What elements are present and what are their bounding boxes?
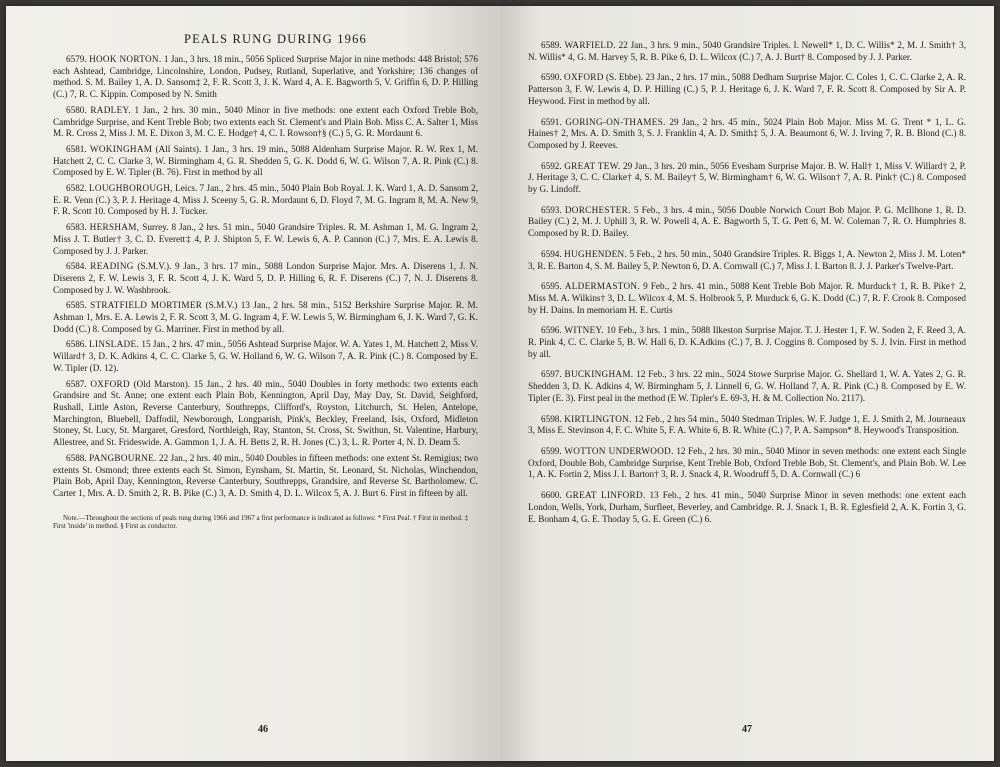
peal-details: 12 Feb., 3 hrs. 22 min., 5024 Stowe Surprise Major. G. Shellard 1, W. A. Yates 2, G. R. Shedden 3, D. K. Adkins 4, W. Birmingham 5, J. Linnell 6, G. W. Holland 7, A. R. Pink (C.) 8. Composed by E. W. Tipler (E. 3). First peal in the method (E W. Tipler's E. 69-3, H. & M. Collection No. 2117).	[528, 369, 967, 403]
peal-number: 6600.	[541, 490, 562, 501]
peal-number: 6580.	[66, 104, 87, 115]
peal-number: 6589.	[541, 40, 562, 50]
peal-number: 6590.	[541, 72, 562, 83]
peal-details: Leics. 7 Jan., 2 hrs. 45 min., 5040 Plain Bob Royal. J. K. Ward 1, A. D. Sansom 2, E. R. Venn (C.) 3, P. J. Heritage 4, Miss J. Sceeny 5, G. R. Mordaunt 6, D. Floyd 7, M. G. Ingram 8, M. A. New 9, F. R. Scott 10. Composed by H. J. Tucker.	[53, 183, 479, 217]
peal-details: 29 Jan., 2 hrs. 45 min., 5024 Plain Bob Major. Miss M. G. Trent * 1, L. G. Haines† 2, Mrs. A. D. Smith 3, S. J. Franklin 4, A. D. Smith‡ 5, J. A. Beaumont 6, W. J. Irving 7, R. B. Blond (C.) 8. Composed by J. Reeves.	[528, 116, 967, 150]
peal-place: HUGHENDEN.	[564, 248, 628, 259]
peal-details: 12 Feb., 2 hrs. 30 min., 5040 Minor in seven methods: one extent each Single Oxford, Double Bob, Cambridge Surprise, Kent Treble Bob, Oxford Treble Bob, St. Clement's, and Plain Bob. W. Lee 1, A. K. Fortin 2, Miss J. I. Barton† 3, R. J. Snack 4, R. Woodruff 5, D. A. Cornwall (C.) 6	[528, 445, 967, 480]
peal-details: 10 Feb., 3 hrs. 1 min., 5088 Ilkeston Surprise Major. T. J. Hester 1, F. W. Soden 2, F. Reed 3, A. R. Pink 4, C. C. Clarke 5, B. W. Hall 6, D. K.Adkins (C.) 7, B. J. Coggins 8. Composed by S. J. Ivin. First in method by all.	[528, 325, 967, 359]
book-spread	[6, 6, 994, 761]
peal-entry	[528, 117, 966, 152]
peal-entry	[528, 414, 966, 437]
peal-number: 6592.	[541, 160, 562, 171]
peal-number: 6582.	[66, 183, 87, 194]
footnote: Note.—Throughout the sections of peals rung during 1966 and 1967 a first performance is indicated as follows: * First Peal. † First in method. ‡ First 'inside' in method. § First as conductor.	[53, 513, 468, 531]
peal-entry	[528, 249, 966, 272]
peal-place: RADLEY.	[90, 104, 131, 115]
peal-details: Surrey. 8 Jan., 2 hrs. 51 min., 5040 Grandsire Triples. R. M. Ashman 1, M. G. Ingram 2, Miss J. T. Butler† 3, C. D. Everett‡ 4, P. J. Shipton 5, F. W. Lewis 6, A. P. Cannon (C.) 7, Mrs. E. A. Lewis 8. Composed by J. J. Parker.	[53, 222, 479, 256]
peal-entry	[528, 325, 966, 360]
peal-entry	[528, 490, 966, 525]
peal-place: WITNEY.	[564, 325, 604, 336]
peal-list-right	[528, 40, 966, 525]
peal-number: 6579.	[66, 54, 87, 64]
peal-entry	[53, 339, 478, 374]
peal-place: OXFORD	[90, 378, 130, 389]
peal-details: (S. Ebbe). 23 Jan., 2 hrs. 17 min., 5088 Dedham Surprise Major. C. Coles 1, C. C. Clarke 2, A. R. Patterson 3, F. W. Lewis 4, D. P. Hilling (C.) 5, P. J. Heritage 6, J. K. Ward 7, F. R. Scott 8. Composed by Sir A. P. Heywood. First in method by all.	[528, 72, 967, 106]
peal-entry	[53, 261, 478, 296]
peal-number: 6598.	[541, 413, 562, 424]
peal-details: (S.M.V.) 13 Jan., 2 hrs. 58 min., 5152 Berkshire Surprise Major. R. M. Ashman 1, Mrs. E. A. Lewis 2, F. R. Scott 3, M. G. Ingram 4, F. W. Lewis 5, W. Birmingham 6, J. K. Ward 7, G. K. Dodd (C.) 8. Composed by G. Marriner. First in method by all.	[53, 300, 479, 334]
peal-number: 6597.	[541, 369, 562, 380]
peal-entry	[528, 369, 966, 404]
peal-place: LOUGHBOROUGH,	[89, 183, 173, 194]
peal-details: (Old Marston). 15 Jan., 2 hrs. 40 min., 5040 Doubles in forty methods: two extents each Grandsire and St. Anne; one extent each Plain Bob, Kennington, April Day, May Day, St. David, Seighford, Rushall, Little Aston, Reverse Canterbury, Southrepps, Clifford's, Royston, Litchurch, St. Helen, Antelope, Marchington, Bluebell, Daffodil, Newborough, Longparish, Pink's, Beckley, Freeland, Isis, Oxford, Midleton Stoney, St. Lucy, St. Margaret, Gresford, Northleigh, Ray, Stanton, St. Cross, St. Swithun, St. Valentine, Harbury, Allestree, and St. Frideswide. A. Gammon 1, J. A. H. Betts 2, R. H. Jones (C.) 3, L. R. Porter 4, N. D. Deam 5.	[53, 378, 478, 448]
peal-number: 6583.	[66, 222, 87, 233]
peal-details: 1 Jan., 2 hrs. 30 min., 5040 Minor in five methods: one extent each Oxford Treble Bob, Cambridge Surprise, and Kent Treble Bob; two extents each St. Clement's and Plain Bob. Miss C. A. Salter 1, Miss M. R. Cross 2, Miss J. M. E. Dixon 3, M. C. E. Hodge† 4, C. I. Rowson†§ (C.) 5, G. R. Mordaunt 6.	[53, 104, 479, 139]
peal-place: STRATFIELD MORTIMER	[90, 300, 203, 311]
peal-place: HOOK NORTON.	[89, 54, 162, 64]
peal-number: 6584.	[66, 261, 87, 272]
peal-place: OXFORD	[564, 72, 604, 83]
peal-number: 6593.	[541, 204, 562, 215]
peal-place: WARFIELD.	[564, 40, 616, 50]
peal-entry	[53, 183, 478, 218]
peal-place: GREAT LINFORD.	[565, 490, 646, 501]
peal-details: (All Saints). 1 Jan., 3 hrs. 19 min., 5088 Aldenham Surprise Major. R. W. Rex 1, M. Hatchett 2, C. C. Clarke 3, W. Birmingham 4, G. R. Shedden 5, G. K. Dodd 6, W. G. Wilson 7, A. R. Pink (C.) 8. Composed by E. W. Tipler (B. 76). First in method by all	[53, 143, 479, 178]
peal-entry	[528, 281, 966, 316]
page-number-right: 47	[742, 724, 752, 735]
peal-entry	[53, 54, 478, 101]
peal-number: 6588.	[66, 452, 87, 463]
peal-place: ALDERMASTON.	[564, 281, 640, 292]
peal-place: GREAT TEW.	[564, 160, 621, 171]
peal-place: BUCKINGHAM.	[564, 369, 634, 380]
peal-details: 5 Feb., 2 hrs. 50 min., 5040 Grandsire Triples. R. Biggs 1, A. Newton 2, Miss J. M. Loten* 3, R. E. Barton 4, S. M. Bailey 5, P. Newton 6, D. A. Cornwall (C.) 7, Miss J. I. Barton 8. J. J. Parker's Twelve-Part.	[528, 248, 966, 271]
peal-place: DORCHESTER.	[564, 204, 631, 215]
peal-details: 13 Feb., 2 hrs. 41 min., 5040 Surprise Minor in seven methods: one extent each London, Wells, York, Durham, Surfleet, Beverley, and Cambridge. R. J. Snack 1, B. R. Eglesfield 2, A. K. Fortin 3, G. E. Bonham 4, G. E. Thoday 5, G. E. Green (C.) 6.	[528, 490, 967, 524]
peal-number: 6585.	[66, 300, 87, 311]
peal-entry	[53, 222, 478, 257]
peal-place: WOTTON UNDERWOOD.	[564, 445, 674, 456]
peal-number: 6599.	[541, 445, 562, 456]
peal-place: GORING-ON-THAMES.	[565, 116, 666, 127]
peal-number: 6586.	[66, 339, 87, 350]
peal-details: 29 Jan., 3 hrs. 20 min., 5056 Evesham Surprise Major. B. W. Hall† 1, Miss V. Willard† 2, P. J. Heritage 3, C. C. Clarke† 4, S. M. Bailey† 5, W. Birmingham† 6, W. G. Wilson† 7, A. R. Pink† (C.) 8. Composed by G. Lindoff.	[528, 160, 967, 195]
page-number-left: 46	[258, 724, 268, 735]
right-page	[500, 6, 994, 761]
peal-number: 6596.	[541, 325, 562, 336]
peal-details: 1 Jan., 3 hrs. 18 min., 5056 Spliced Surprise Major in nine methods: 448 Bristol; 576 each Ashtead, Cambridge, Lincolnshire, London, Pudsey, Rutland, Superlative, and Yorkshire; 136 changes of method. S. M. Bailey 1, A. D. Sansom‡ 2, F. R. Scott 3, J. K. Ward 4, A. E. Bagworth 5, V. Griffin 6, D. P. Hilling (C.) 7, R. C. Kippin. Composed by N. Smith	[53, 54, 479, 100]
left-page	[6, 6, 500, 761]
peal-entry	[53, 379, 478, 449]
peal-entry	[53, 300, 478, 335]
peal-details: 9 Feb., 2 hrs. 41 min., 5088 Kent Treble Bob Major. R. Murduck† 1, R. B. Pike† 2, Miss M. A. Wilkins† 3, D. L. Wilcox 4, M. S. Holbrook 5, P. Murduck 6, G. K. Dodd (C.) 7, R. F. Crook 8. Composed by H. Dains. In memoriam H. E. Curtis	[528, 281, 967, 315]
peal-place: WOKINGHAM	[89, 143, 153, 154]
peal-details: 5 Feb., 3 hrs. 4 min., 5056 Double Norwich Court Bob Major. P. G. McIlhone 1, R. D. Bailey (C.) 2, M. J. Uphill 3, R. W. Powell 4, A. E. Bagworth 5, T. G. Pett 6, M. W. Coleman 7, R. O. Humphries 8. Composed by R. D. Bailey.	[528, 204, 966, 239]
peal-entry	[528, 161, 966, 196]
peal-number: 6581.	[66, 143, 87, 154]
peal-details: 15 Jan., 2 hrs. 47 min., 5056 Ashtead Surprise Major. W. A. Yates 1, M. Hatchett 2, Miss V. Willard† 3, D. K. Adkins 4, C. C. Clarke 5, G. W. Holland 6, W. G. Wilson 7, A. R. Pink (C.) 8. Composed by E. W. Tipler (D. 12).	[53, 339, 478, 373]
peal-place: KIRTLINGTON.	[564, 413, 632, 424]
peal-number: 6591.	[541, 116, 562, 127]
peal-details: (S.M.V.). 9 Jan., 3 hrs. 17 min., 5088 London Surprise Major. Mrs. A. Diserens 1, J. N. Diserens 2, F. W. Lewis 3, F. R. Scott 4, J. K. Ward 5, D. P. Hilling 6, R. F. Diserens (C.) 7, N. J. Diserens 8. Composed by J. W. Washbrook.	[53, 261, 479, 295]
peal-entry	[53, 105, 478, 140]
page-heading: PEALS RUNG DURING 1966	[183, 32, 367, 46]
peal-number: 6595.	[541, 281, 562, 292]
peal-number: 6587.	[66, 378, 87, 389]
peal-list-left	[53, 54, 478, 500]
peal-place: HERSHAM,	[89, 222, 140, 233]
peal-entry	[528, 40, 966, 63]
peal-entry	[53, 144, 478, 179]
peal-entry	[528, 205, 966, 240]
peal-entry	[53, 453, 478, 500]
peal-place: PANGBOURNE.	[89, 452, 157, 463]
peal-details: 22 Jan., 2 hrs. 40 min., 5040 Doubles in fifteen methods: one extent St. Remigius; two extents St. Osmond; three extents each St. Simon, Eynsham, St. Martin, St. Leonard, St. Nicholas, Winchendon, Plain Bob, April Day, Kennington, Reverse Canterbury, Southrepps, Grandsire, and Reverse St. Bartholomew. C. Carter 1, Mrs. A. D. Smith 2, R. B. Pike (C.) 3, A. D. Smith 4, D. L. Wilcox 5, A. J. Burt 6. First in fifteen by all.	[53, 452, 479, 498]
peal-place: READING	[90, 261, 134, 272]
peal-number: 6594.	[541, 248, 562, 259]
peal-place: LINSLADE.	[89, 339, 139, 350]
peal-entry	[528, 72, 966, 107]
peal-entry	[528, 446, 966, 481]
peal-details: 12 Feb., 2 hrs 54 min., 5040 Stedman Triples. W. F. Judge 1, E. J. Smith 2, M. Journeaux 3, Miss E. Stevinson 4, F. C. White 5, F. A. White 6, B. R. White (C.) 7, P. A. Sampson* 8. Heywood's Transposition.	[528, 413, 967, 436]
peal-details: 22 Jan., 3 hrs. 9 min., 5040 Grandsire Triples. I. Newell* 1, D. C. Willis* 2, M. J. Smith† 3, N. Willis* 4, G. M. Harvey 5, R. B. Pike 6, D. L. Wilcox (C.) 7, A. J. Burt† 8. Composed by J. J. Parker.	[528, 40, 966, 62]
